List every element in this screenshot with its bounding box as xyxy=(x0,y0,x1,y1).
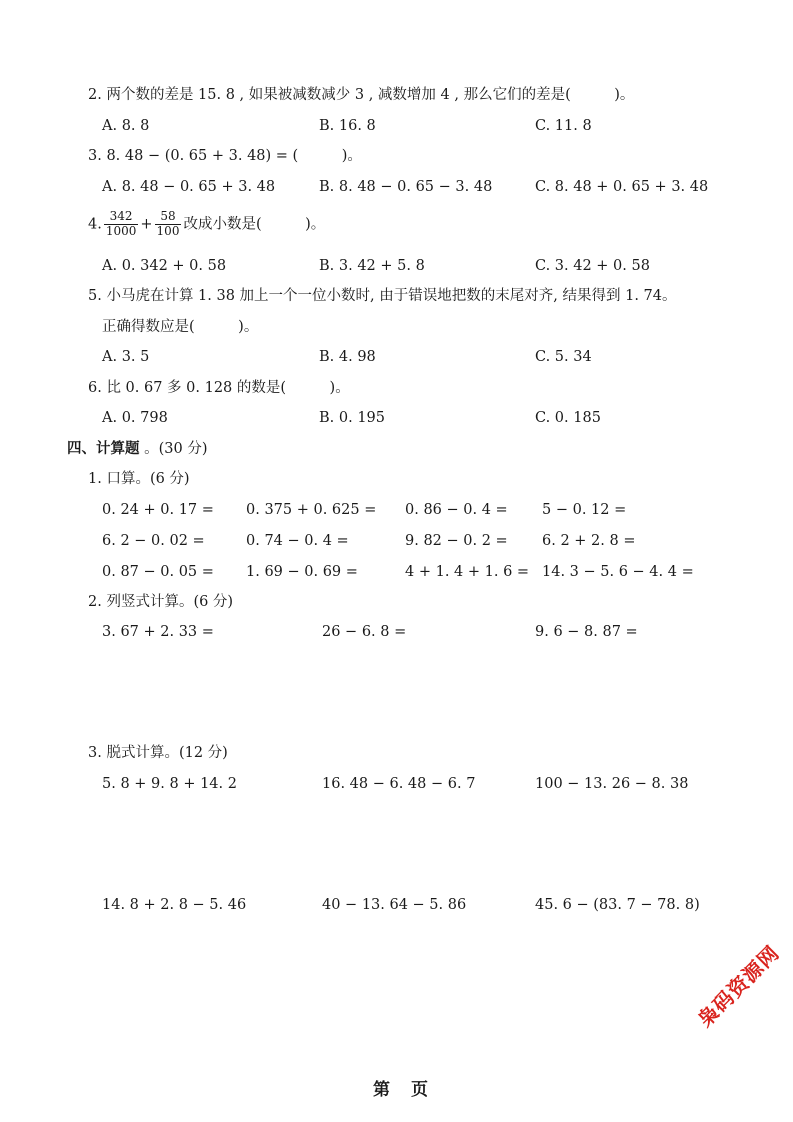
question-6-option-a: A. 0. 798 xyxy=(102,410,168,426)
question-6-option-c: C. 0. 185 xyxy=(535,410,601,426)
fraction-58-100 xyxy=(155,210,182,239)
section-4-points: 。(30 分) xyxy=(139,441,208,457)
oral-item: 6. 2 − 0. 02 = xyxy=(102,533,205,549)
question-4-prefix: 4. xyxy=(88,216,102,233)
question-5-option-b: B. 4. 98 xyxy=(319,349,376,365)
question-6-stem: 6. 比 0. 67 多 0. 128 的数是( )。 xyxy=(88,380,350,396)
stepwise-item: 45. 6 − (83. 7 − 78. 8) xyxy=(535,897,700,913)
question-3-stem: 3. 8. 48 − (0. 65 + 3. 48) = ( )。 xyxy=(88,148,362,164)
question-6-option-b: B. 0. 195 xyxy=(319,410,385,426)
fraction-2-denominator: 100 xyxy=(156,223,180,238)
vertical-item: 9. 6 − 8. 87 = xyxy=(535,624,638,640)
oral-item: 5 − 0. 12 = xyxy=(542,502,627,518)
oral-item: 0. 86 − 0. 4 = xyxy=(405,502,508,518)
oral-item: 9. 82 − 0. 2 = xyxy=(405,533,508,549)
fraction-342-1000 xyxy=(104,210,139,239)
oral-item: 0. 87 − 0. 05 = xyxy=(102,564,214,580)
section-4-heading xyxy=(67,442,207,457)
oral-item: 0. 24 + 0. 17 = xyxy=(102,502,214,518)
vertical-item: 3. 67 + 2. 33 = xyxy=(102,624,214,640)
oral-item: 6. 2 + 2. 8 = xyxy=(542,533,636,549)
question-3-option-c: C. 8. 48 + 0. 65 + 3. 48 xyxy=(535,179,709,195)
stepwise-item: 40 − 13. 64 − 5. 86 xyxy=(322,897,467,913)
question-4-option-c: C. 3. 42 + 0. 58 xyxy=(535,258,650,274)
question-2-option-b: B. 16. 8 xyxy=(319,118,376,134)
section-4-title: 四、计算题 xyxy=(67,440,140,457)
question-4-option-a: A. 0. 342 + 0. 58 xyxy=(102,258,227,274)
fraction-2-numerator: 58 xyxy=(155,210,182,225)
fraction-1-denominator: 1000 xyxy=(105,223,137,238)
question-2-option-c: C. 11. 8 xyxy=(535,118,592,134)
question-4-plus: + xyxy=(140,216,153,233)
question-5-stem-line2: 正确得数应是( )。 xyxy=(102,319,259,335)
stepwise-item: 100 − 13. 26 − 8. 38 xyxy=(535,776,689,792)
question-5-option-a: A. 3. 5 xyxy=(102,349,150,365)
stepwise-item: 16. 48 − 6. 48 − 6. 7 xyxy=(322,776,476,792)
watermark-stamp: 枭码资源网 xyxy=(692,940,785,1032)
oral-calc-title: 1. 口算。(6 分) xyxy=(88,471,190,487)
oral-item: 1. 69 − 0. 69 = xyxy=(246,564,358,580)
question-3-option-a: A. 8. 48 − 0. 65 + 3. 48 xyxy=(102,179,276,195)
question-2-stem: 2. 两个数的差是 15. 8 , 如果被减数减少 3 , 减数增加 4 , 那么它们的差是( )。 xyxy=(88,87,635,103)
question-5-stem: 5. 小马虎在计算 1. 38 加上一个一位小数时, 由于错误地把数的末尾对齐, 结果得到 1. 74。 xyxy=(88,288,677,304)
question-5-option-c: C. 5. 34 xyxy=(535,349,592,365)
stepwise-calc-title: 3. 脱式计算。(12 分) xyxy=(88,745,228,761)
question-4-suffix: 改成小数是( )。 xyxy=(183,216,326,233)
vertical-calc-title: 2. 列竖式计算。(6 分) xyxy=(88,594,234,610)
oral-item: 0. 375 + 0. 625 = xyxy=(246,502,377,518)
question-4-option-b: B. 3. 42 + 5. 8 xyxy=(319,258,425,274)
oral-item: 14. 3 − 5. 6 − 4. 4 = xyxy=(542,564,694,580)
stepwise-item: 5. 8 + 9. 8 + 14. 2 xyxy=(102,776,237,792)
oral-item: 4 + 1. 4 + 1. 6 = xyxy=(405,564,530,580)
question-2-option-a: A. 8. 8 xyxy=(102,118,150,134)
fraction-1-numerator: 342 xyxy=(104,210,139,225)
question-3-option-b: B. 8. 48 − 0. 65 − 3. 48 xyxy=(319,179,493,195)
page-footer: 第 页 xyxy=(373,1080,430,1100)
question-4-stem xyxy=(88,210,325,239)
oral-item: 0. 74 − 0. 4 = xyxy=(246,533,349,549)
vertical-item: 26 − 6. 8 = xyxy=(322,624,407,640)
stepwise-item: 14. 8 + 2. 8 − 5. 46 xyxy=(102,897,247,913)
